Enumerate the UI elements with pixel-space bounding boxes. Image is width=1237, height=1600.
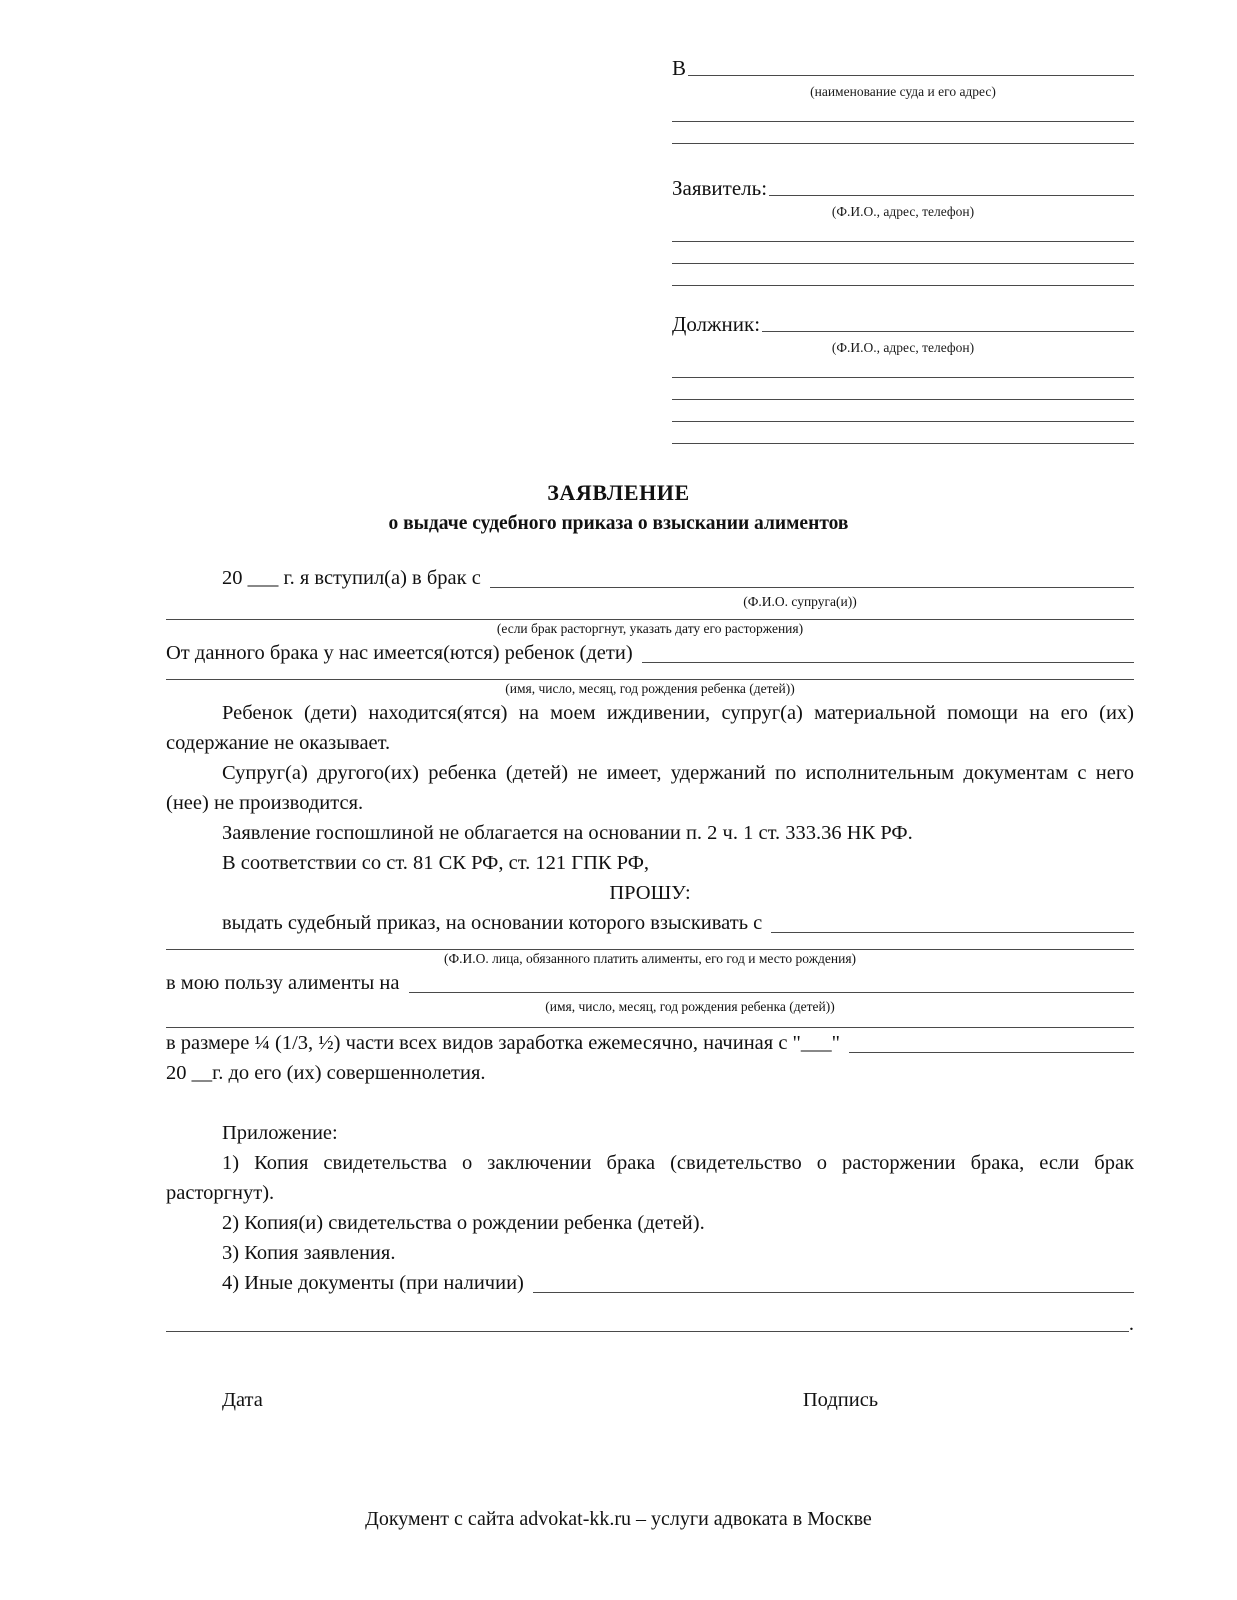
- favor-hint: (имя, число, месяц, год рождения ребенка (детей)): [545, 999, 835, 1014]
- footer-text: Документ с сайта advokat-kk.ru – услуги адвоката в Москве: [365, 1508, 872, 1530]
- attachment-item-3: 3) Копия заявления.: [222, 1242, 396, 1264]
- applicant-field-row: [672, 176, 1134, 201]
- other-documents-blank-line-2[interactable]: [166, 1331, 1129, 1332]
- court-hint: (наименование суда и его адрес): [810, 84, 996, 99]
- applicant-label: Заявитель:: [672, 176, 768, 200]
- attachment-item-4: 4) Иные документы (при наличии): [222, 1272, 524, 1294]
- applicant-extra-line-1[interactable]: [672, 241, 1134, 242]
- until-row: 20 __г. до его (их) совершеннолетия.: [166, 1062, 486, 1084]
- divorce-hint: (если брак расторгнут, указать дату его расторжения): [496, 621, 804, 636]
- debtor-label: Должник:: [672, 312, 761, 336]
- document-footer: [0, 1508, 1237, 1531]
- marriage-row: [166, 563, 1134, 593]
- applicant-blank-line[interactable]: [769, 195, 1134, 196]
- favor-row: [166, 968, 1134, 998]
- amount-text: в размере ¼ (1/3, ½) части всех видов заработка ежемесячно, начиная с "___": [166, 1032, 841, 1054]
- payer-blank-line[interactable]: [771, 932, 1134, 933]
- applicant-extra-line-2[interactable]: [672, 263, 1134, 264]
- applicant-hint: (Ф.И.О., адрес, телефон): [831, 204, 975, 219]
- document-title: ЗАЯВЛЕНИЕ: [547, 480, 690, 505]
- paragraph-dependency: Ребенок (дети) находится(ятся) на моем иждивении, супруг(а) материальной помощи на его (их) содержание не оказывает.: [166, 702, 1134, 754]
- court-label: В: [672, 56, 687, 80]
- document-header: [672, 0, 1134, 444]
- favor-prefix: в мою пользу алименты на: [166, 972, 400, 994]
- amount-row: [166, 1028, 1134, 1058]
- signature-row: [166, 1385, 1134, 1415]
- other-documents-blank-line[interactable]: [533, 1292, 1134, 1293]
- document-subtitle: о выдаче судебного приказа о взыскании алиментов: [388, 513, 849, 534]
- paragraph-legal-basis: В соответствии со ст. 81 СК РФ, ст. 121 ГПК РФ,: [222, 852, 650, 874]
- request-prefix: выдать судебный приказ, на основании которого взыскивать с: [222, 912, 763, 934]
- request-heading: ПРОШУ:: [609, 882, 691, 904]
- title-block: [0, 480, 1237, 535]
- start-date-blank-line[interactable]: [849, 1052, 1134, 1053]
- debtor-extra-line-1[interactable]: [672, 377, 1134, 378]
- signature-label: Подпись: [802, 1389, 879, 1411]
- court-field-row: [672, 56, 1134, 81]
- attachment-last-line-row: [166, 1309, 1134, 1339]
- paragraph-no-other-children: Супруг(а) другого(их) ребенка (детей) не имеет, удержаний по исполнительным документам с него (нее) не производится.: [166, 762, 1134, 814]
- debtor-field-row: [672, 312, 1134, 337]
- document-body: [166, 563, 1134, 1415]
- debtor-extra-line-2[interactable]: [672, 399, 1134, 400]
- children-prefix: От данного брака у нас имеется(ются) ребенок (дети): [166, 642, 633, 664]
- court-extra-line-1[interactable]: [672, 121, 1134, 122]
- attachments-end-period: .: [1128, 1313, 1134, 1335]
- debtor-extra-line-3[interactable]: [672, 421, 1134, 422]
- debtor-hint: (Ф.И.О., адрес, телефон): [831, 340, 975, 355]
- spouse-hint: (Ф.И.О. супруга(и)): [743, 594, 857, 609]
- date-label: Дата: [222, 1389, 263, 1411]
- children-hint: (имя, число, месяц, год рождения ребенка (детей)): [505, 681, 795, 696]
- debtor-blank-line[interactable]: [762, 331, 1134, 332]
- attachment-item-4-row: [166, 1268, 1134, 1298]
- paragraph-state-fee: Заявление госпошлиной не облагается на основании п. 2 ч. 1 ст. 333.36 НК РФ.: [222, 822, 913, 844]
- marriage-prefix: 20 ___ г. я вступил(а) в брак с: [222, 567, 481, 589]
- attachment-item-2: 2) Копия(и) свидетельства о рождении ребенка (детей).: [222, 1212, 705, 1234]
- court-blank-line[interactable]: [688, 75, 1134, 76]
- payer-hint: (Ф.И.О. лица, обязанного платить алименты, его год и место рождения): [443, 951, 857, 966]
- request-row: [166, 908, 1134, 938]
- attachments-heading: Приложение:: [222, 1122, 338, 1144]
- children-row: [166, 638, 1134, 668]
- attachment-item-1: 1) Копия свидетельства о заключении брака (свидетельство о расторжении брака, если брак расторгнут).: [166, 1152, 1134, 1204]
- debtor-extra-line-4[interactable]: [672, 443, 1134, 444]
- children-blank-line[interactable]: [642, 662, 1134, 663]
- favor-blank-line[interactable]: [409, 992, 1135, 993]
- spouse-blank-line[interactable]: [490, 587, 1134, 588]
